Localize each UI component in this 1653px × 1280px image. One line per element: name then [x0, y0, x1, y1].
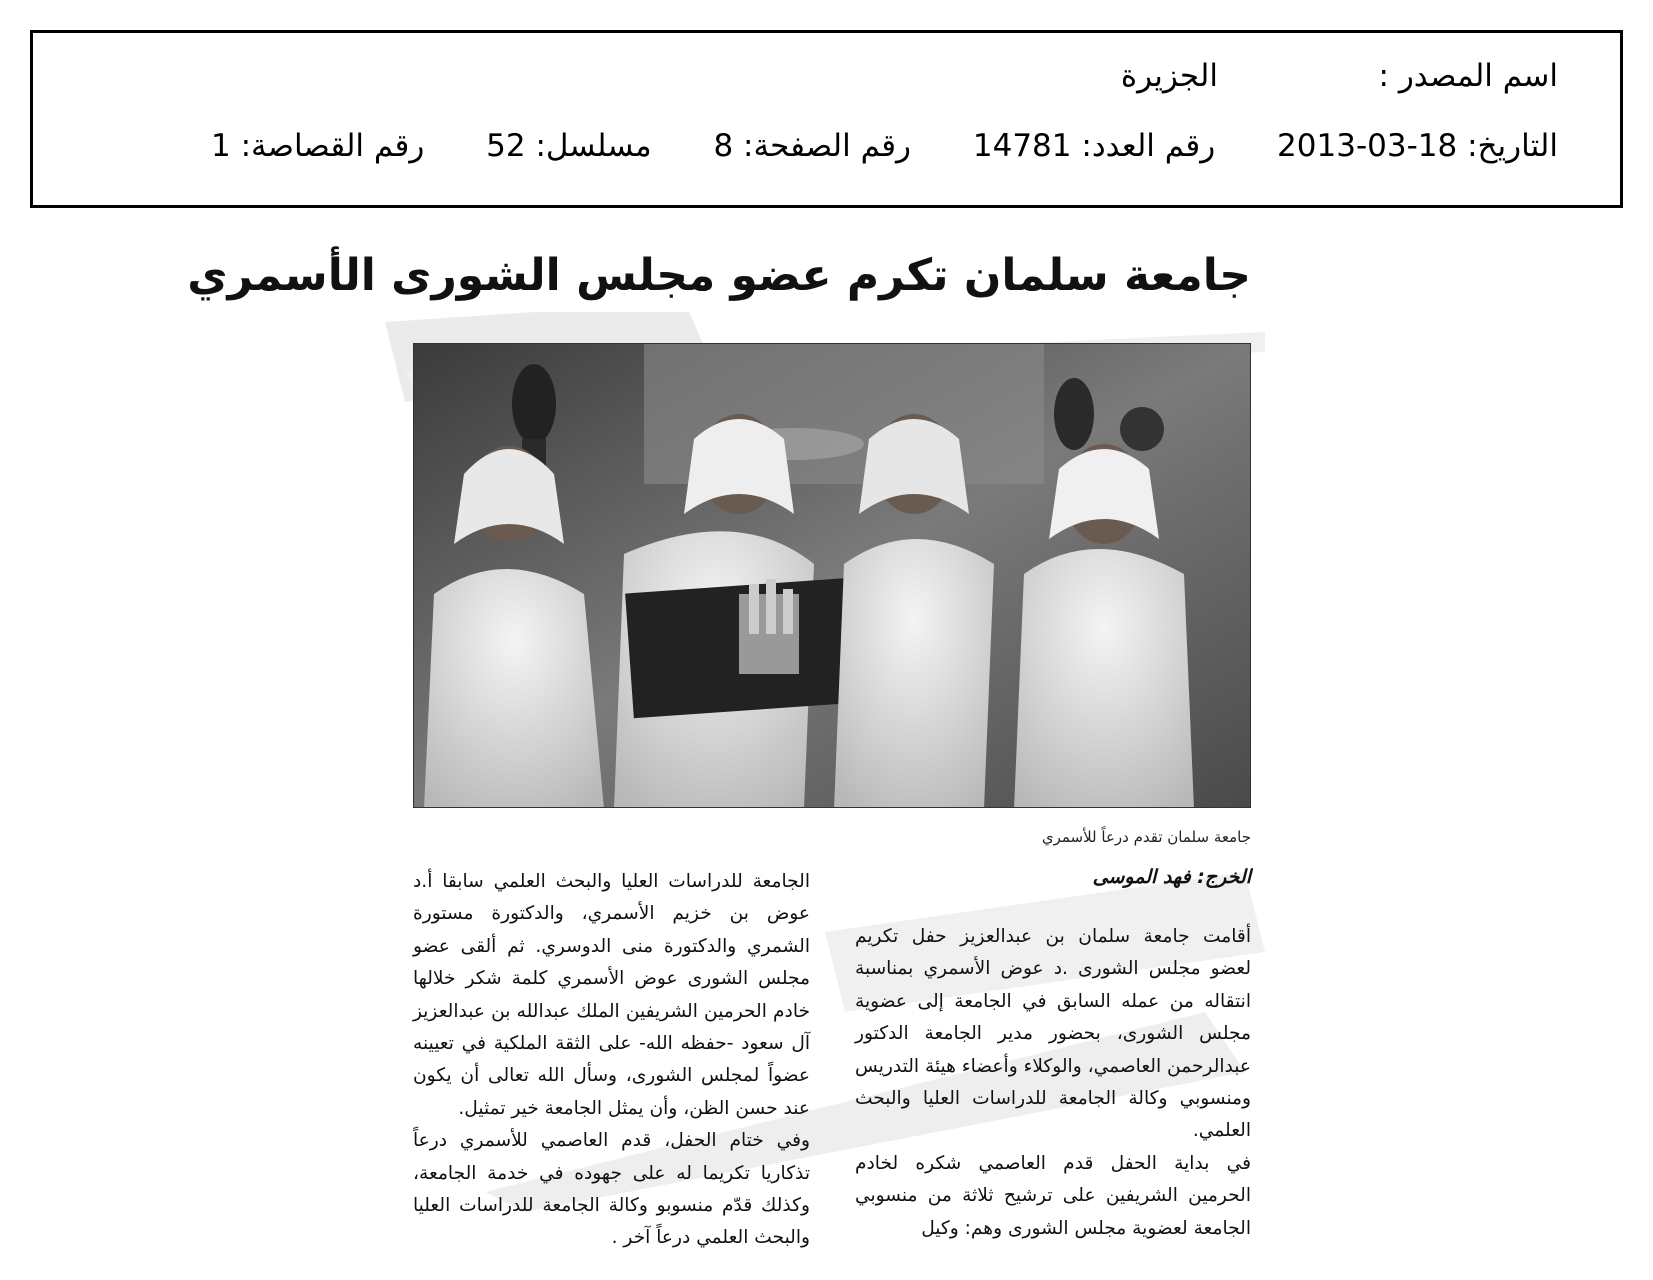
- clipping-info-box: [30, 30, 1623, 208]
- serial-value: 52: [486, 128, 526, 164]
- paragraph: في بداية الحفل قدم العاصمي شكره لخادم الحرمين الشريفين على ترشيح ثلاثة من منسوبي الجامعة لعضوية مجلس الشورى وهم: وكيل: [855, 1152, 1251, 1239]
- source-label: اسم المصدر :: [1378, 58, 1558, 94]
- source-row: [1121, 58, 1558, 94]
- serial-field: [486, 128, 651, 164]
- paragraph: الجامعة للدراسات العليا والبحث العلمي سابقا أ.د عوض بن خزيم الأسمري، والدكتورة مستورة الشمري والدكتورة منى الدوسري. ثم ألقى عضو مجلس الشورى عوض الأسمري كلمة شكر خلالها خادم الحرمين الشريفين الملك عبدالله بن عبدالعزيز آل سعود -حفظه الله- على الثقة الملكية في تعيينه عضواً لمجلس الشورى، وسأل الله تعالى أن يكون عند حسن الظن، وأن يمثل الجامعة خير تمثيل.: [413, 871, 810, 1119]
- date-label: التاريخ:: [1467, 128, 1558, 164]
- clip-label: رقم القصاصة:: [240, 128, 425, 164]
- metadata-row: [211, 128, 1558, 164]
- issue-value: 14781: [972, 128, 1072, 164]
- serial-label: مسلسل:: [535, 128, 652, 164]
- paragraph: وفي ختام الحفل، قدم العاصمي للأسمري درعاً تذكاريا تكريما له على جهوده في خدمة الجامعة، وكذلك قدّم منسوبو وكالة الجامعة للدراسات العليا والبحث العلمي درعاً آخر .: [413, 1130, 810, 1249]
- date-value: 2013-03-18: [1277, 128, 1458, 164]
- clip-value: 1: [210, 128, 231, 164]
- source-value: الجزيرة: [1120, 58, 1218, 94]
- date-field: [1277, 128, 1558, 164]
- photo-caption: جامعة سلمان تقدم درعاً للأسمري: [1041, 828, 1251, 846]
- issue-field: [973, 128, 1215, 164]
- article-column-left: [413, 866, 810, 1255]
- article-column-right: [855, 921, 1251, 1245]
- article-byline: الخرج: فهد الموسى: [1092, 866, 1251, 888]
- issue-label: رقم العدد:: [1081, 128, 1216, 164]
- page-value: 8: [713, 128, 734, 164]
- article-photo: [413, 343, 1251, 808]
- page-field: [713, 128, 911, 164]
- clip-field: [211, 128, 424, 164]
- article-headline: جامعة سلمان تكرم عضو مجلس الشورى الأسمري: [187, 250, 1251, 301]
- paragraph: أقامت جامعة سلمان بن عبدالعزيز حفل تكريم لعضو مجلس الشورى .د عوض الأسمري بمناسبة انتقاله من عمله السابق في الجامعة إلى عضوية مجلس الشورى، بحضور مدير الجامعة الدكتور عبدالرحمن العاصمي، والوكلاء وأعضاء هيئة التدريس ومنسوبي وكالة الجامعة للدراسات العليا والبحث العلمي.: [855, 926, 1251, 1142]
- page-label: رقم الصفحة:: [743, 128, 912, 164]
